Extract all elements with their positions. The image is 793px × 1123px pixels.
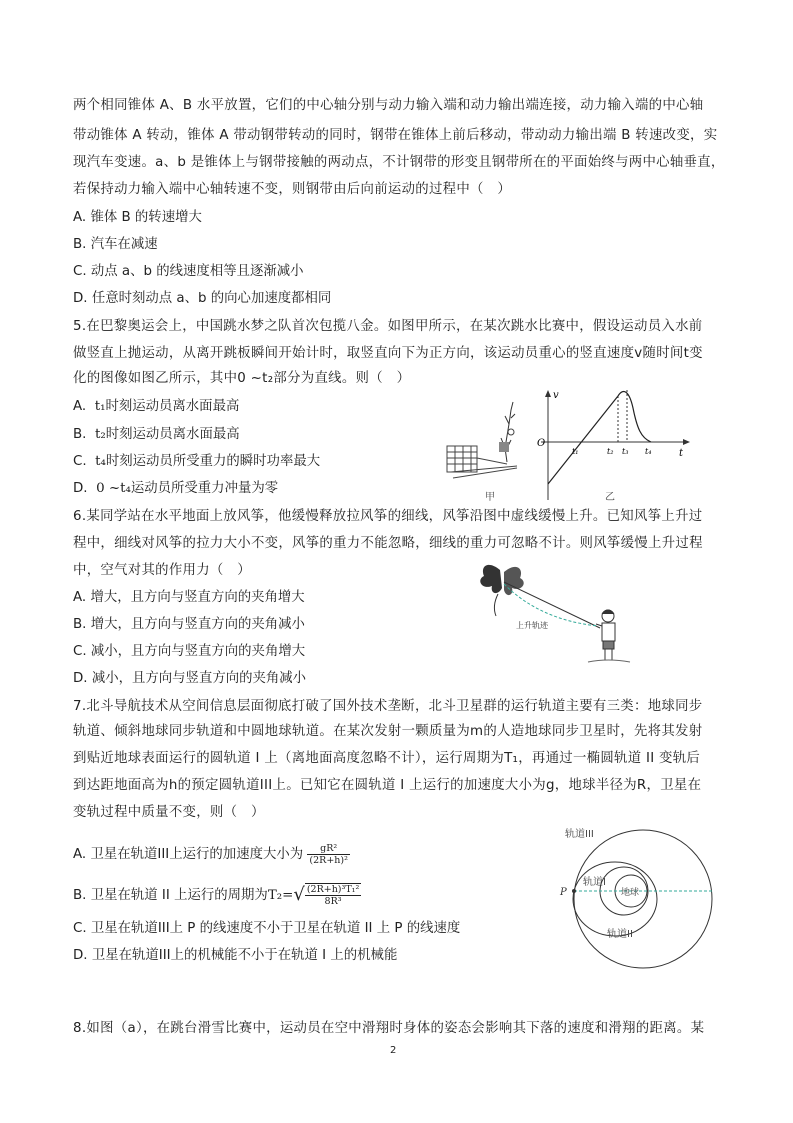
q5-line-1: 5.在巴黎奥运会上，中国跳水梦之队首次包揽八金。如图甲所示，在某次跳水比赛中，假设运动员入水前 [73,319,703,334]
q6-option-a: A. 增大，且方向与竖直方向的夹角增大 [73,590,305,605]
q7-option-b: B. 卫星在轨道 II 上运行的周期为T₂=√ $\frac{\text{(2R+h)³T₁²}}{\text{8R³}}$ [73,884,360,907]
q6-kite-figure [470,560,640,670]
q6-option-d: D. 减小，且方向与竖直方向的夹角减小 [73,671,307,686]
child-figure [588,610,630,662]
tick-t1: t₁ [572,447,579,456]
q6-option-b: B. 增大，且方向与竖直方向的夹角减小 [73,617,305,632]
q7-option-a: A. 卫星在轨道III上运行的加速度大小为 $\frac{\text{gR²}}{\text{(2R+h)²}}$ [73,842,348,866]
q6-option-c: C. 减小，且方向与竖直方向的夹角增大 [73,644,306,659]
q4-option-d: D. 任意时刻动点 a、b 的向心加速度都相同 [73,291,332,306]
q5-option-a: A. t₁时刻运动员离水面最高 [73,399,240,414]
axis-label-t: t [679,448,684,459]
q7-line-1: 7.北斗导航技术从空间信息层面彻底打破了国外技术垄断，北斗卫星群的运行轨道主要有三类：地球同步 [73,699,703,714]
tick-t2: t₂ [607,447,614,456]
point-p-label: P [560,887,567,898]
earth-label: 地球 [621,888,640,898]
q4-option-c: C. 动点 a、b 的线速度相等且逐渐减小 [73,264,304,279]
orbit-i-label: 轨道I [583,877,606,888]
q4-line-1: 两个相同锥体 A、B 水平放置，它们的中心轴分别与动力输入端和动力输出端连接，动力输入端的中心轴 [73,98,704,113]
q4-line-4: 若保持动力输入端中心轴转速不变，则钢带由后向前运动的过程中（ ） [73,182,512,197]
q7-orbit-figure [555,825,715,973]
q7-line-4: 到达距地面高为h的预定圆轨道III上。已知它在圆轨道 I 上运行的加速度大小为g，地球半径为R，卫星在 [73,778,702,793]
rising-path-label: 上升轨迹 [516,621,548,630]
vt-line-segment [548,396,618,484]
q4-option-a: A. 锥体 B 的转速增大 [73,210,202,225]
q7-option-c: C. 卫星在轨道III上 P 的线速度不小于卫星在轨道 II 上 P 的线速度 [73,921,461,936]
q4-line-2: 带动锥体 A 转动，锥体 A 带动钢带转动的同时，钢带在锥体上前后移动，带动动力输出端 B 转速改变，实 [73,128,718,143]
diving-board-illustration [447,402,517,478]
vt-curve [618,392,651,442]
q6-line-1: 6.某同学站在水平地面上放风筝，他缓慢释放拉风筝的细线，风筝沿图中虚线缓慢上升。已知风筝上升过 [73,509,703,524]
figure-label-jia: 甲 [485,492,495,503]
q7-line-3: 到贴近地球表面运行的圆轨道 I 上（离地面高度忽略不计），运行周期为T₁，再通过一椭圆轨道 II 变轨后 [73,751,701,766]
q7-line-5: 变轨过程中质量不变，则（ ） [73,805,265,820]
q5-figure [445,388,695,506]
q5-line-3: 化的图像如图乙所示，其中0 ~t₂部分为直线。则（ ） [73,371,411,386]
q5-option-d: D. 0 ~t₄运动员所受重力冲量为零 [73,481,279,496]
q5-option-c: C. t₄时刻运动员所受重力的瞬时功率最大 [73,454,321,469]
vt-graph [537,390,690,503]
q7-option-d: D. 卫星在轨道III上的机械能不小于在轨道 I 上的机械能 [73,948,398,963]
q4-line-3: 现汽车变速。a、b 是锥体上与钢带接触的两动点，不计钢带的形变且钢带所在的平面始终与两中心轴垂直， [73,155,725,170]
tick-t3: t₃ [622,447,629,456]
q7-line-2: 轨道、倾斜地球同步轨道和中圆地球轨道。在某次发射一颗质量为m的人造地球同步卫星时，先将其发射 [73,724,703,739]
q6-line-3: 中，空气对其的作用力（ ） [73,563,251,578]
orbit-ii-label: 轨道II [607,929,633,940]
q4-option-b: B. 汽车在减速 [73,237,158,252]
origin-label: O [537,438,546,449]
q5-line-2: 做竖直上抛运动，从离开跳板瞬间开始计时，取竖直向下为正方向，该运动员重心的竖直速度v随时间t变 [73,346,703,361]
butterfly-kite-icon [480,565,523,616]
q5-option-b: B. t₂时刻运动员离水面最高 [73,427,240,442]
q8-line-1: 8.如图（a），在跳台滑雪比赛中，运动员在空中滑翔时身体的姿态会影响其下落的速度和滑翔的距离。某 [73,1021,705,1036]
orbit-iii-label: 轨道III [565,829,594,840]
axis-label-v: v [553,390,559,401]
page-number: 2 [390,1045,397,1056]
q6-line-2: 程中，细线对风筝的拉力大小不变，风筝的重力不能忽略，细线的重力可忽略不计。则风筝缓慢上升过程 [73,536,703,551]
tick-t4: t₄ [645,447,652,456]
figure-label-yi: 乙 [605,492,615,503]
